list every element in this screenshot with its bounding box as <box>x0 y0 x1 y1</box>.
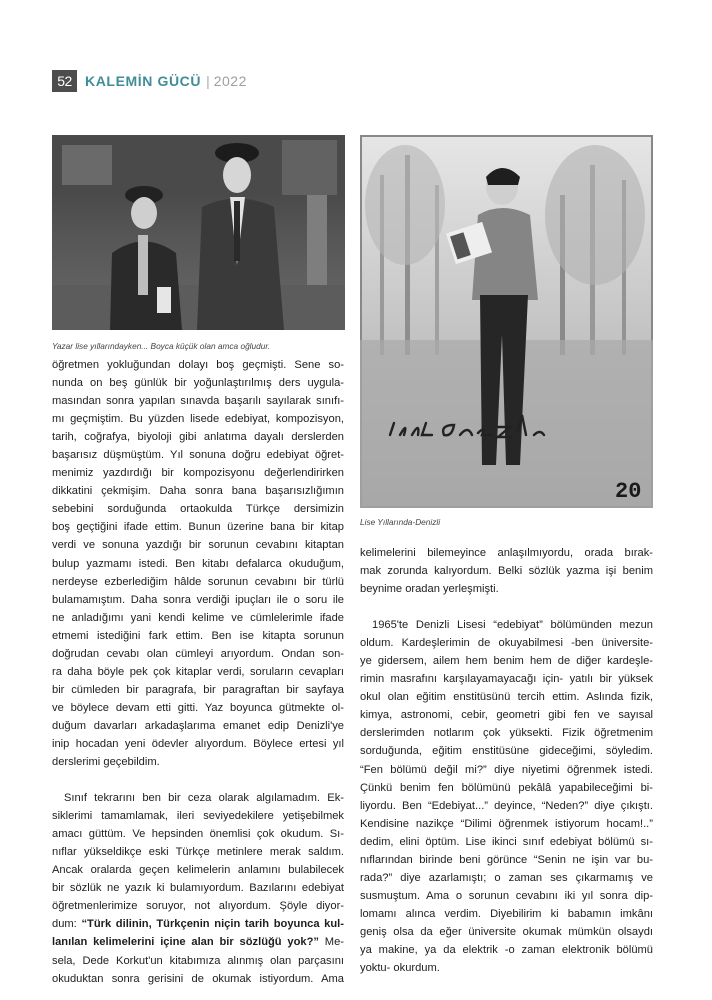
text-line: derslerimden notlarım çok yüksekti. Fizik öğretmenim <box>360 727 653 740</box>
page-header <box>52 70 247 92</box>
page-number: 52 <box>52 70 77 92</box>
text-line: doğrudan cevabı olan cümleyi arıyordum. Ondan son- <box>52 647 344 660</box>
text-line: beynime oradan yerleşmişti. <box>360 583 499 596</box>
text-line: yoktu- okurdum. <box>360 962 440 975</box>
text-line: Çünkü benim fen bölümünü pekâlâ yapabileceğimi bi- <box>360 781 653 794</box>
text-line: menimiz yazdırdığı bir kompozisyonu değerlendirirken <box>52 467 344 480</box>
text-line: Kendisine nazikçe “Dilimi öğrenmek istiyorum hocam!..” <box>360 817 653 830</box>
text-line: inip hocadan yeni ödevler alıyordum. Böylece ertesi yıl <box>52 737 344 750</box>
text-line: başarısız düşmüştüm. Yıl sonuna doğru edebiyat öğret- <box>52 449 344 462</box>
text-line: oldum. Kardeşlerimin de okuyabilmesi -ben üniversite- <box>360 637 653 650</box>
text-line: bulup yazmamı istedi. Ben kitabı defalarca okuduğum, <box>52 557 344 570</box>
text-line: dikkatini çekmişim. Daha sonra bana başarısızlığımın <box>52 485 344 498</box>
text-line: tarih, coğrafya, biyoloji gibi anlatıma dayalı derslerden <box>52 431 344 444</box>
text-line: 1965'te Denizli Lisesi “edebiyat” bölümünden mezun <box>372 619 653 632</box>
text-line: lanılan kelimelerini içine alan bir sözlüğü yok?” Me- <box>52 936 344 949</box>
text-line: okul olan eğitim enstitüsünü tercih ettim. Aslında fizik, <box>360 691 653 704</box>
text-line: ye gidersem, ailem hem benim hem de diğer kardeşle- <box>360 655 653 668</box>
text-line: nıflar yükseldikçe eski Türkçe metinlere merak saldım. <box>52 846 344 859</box>
text-line: bir cümleden bir paragrafa, bir paragraftan bir sayfaya <box>52 683 344 696</box>
paragraph <box>52 789 344 988</box>
text-line: ya makine, ya da elektrik -o zaman elektronik bölümü <box>360 943 653 956</box>
text-line: verdi ve sonuna yazdığı bir sorunun cevabını kitaptan <box>52 539 344 552</box>
text-line: duğum davarları arkadaşlarıma emanet edip Denizli'ye <box>52 719 344 732</box>
text-line: sebebini sorduğunda ortaokulda Türkçe dersimizin <box>52 503 344 516</box>
text-line: okuduktan sonra gerisini de okumak istiyordum. Ama <box>52 972 344 985</box>
text-line: liyordu. Ben “Edebiyat...” deyince, “Neden?” diye çıkıştı. <box>360 799 653 812</box>
photo-two-boys-with-caps-icon <box>52 135 345 330</box>
text-line: bulamamıştım. Daha sonra verdiği ipuçları ile o soru ile <box>52 593 344 606</box>
text-line: geniş olsa da eğer üniversite okumak mümkün olsaydı <box>360 925 653 938</box>
text-line: amacı güttüm. Ve hepsinden önemlisi çok okudum. Sı- <box>52 828 344 841</box>
text-line: öğretmenlerimize soruyor, not alıyordum. Şöyle diyor- <box>52 900 344 913</box>
text-line: siklerimi tamamlamak, ileri seviyedekilere yetişebilmek <box>52 810 344 823</box>
text-line: lomamı alınca verdim. Diyebilirim ki babamın imkânı <box>360 907 653 920</box>
text-line: nerdeyse ezberlediğim hâlde sorunun cevabını bir türlü <box>52 575 344 588</box>
text-line: etmemi istediğini fark ettim. Ben ise kitapta sorunun <box>52 629 344 642</box>
text-line: derslerimi geçebildim. <box>52 756 160 769</box>
paragraph <box>360 616 653 977</box>
text-line: Sınıf tekrarını ben bir ceza olarak algılamadım. Ek- <box>64 792 344 805</box>
text-line: sorduğunda, eğitim enstitüsüne gideceğimi, söyledim. <box>360 745 653 758</box>
photo-caption: Lise Yıllarında-Denizli <box>360 517 441 527</box>
text-line: bir sözlük ne yazık ki bulamıyordum. Bazılarını edebiyat <box>52 882 344 895</box>
text-line: ne anladığımı yani kendi kelime ve cümlelerimle ifade <box>52 611 344 624</box>
text-line: dedim, elini öptüm. Lise ikinci sınıf edebiyat bölümü sı- <box>360 835 653 848</box>
paragraph <box>52 356 344 771</box>
text-line: kimya, astronomi, cebir, geometri gibi fen ve sayısal <box>360 709 653 722</box>
text-line: nunda on beş günlük bir yoğunlaştırılmış ders uygula- <box>52 377 344 390</box>
text-line: masından sonra yapılan sınavda başarılı sayılarak sınıfı- <box>52 395 344 408</box>
photo-two-boys <box>52 135 345 330</box>
text-line: nıflarından birinde beni görünce “Senin ne işin var bu- <box>360 853 653 866</box>
right-column-text <box>360 544 653 977</box>
text-line: kelimelerini bilemeyince anlaşılmıyordu, orada bırak- <box>360 547 653 559</box>
photo-young-man-reading <box>360 135 653 508</box>
text-line: mak zorunda kalıyordum. Belki sözlük yazma işi benim <box>360 565 653 578</box>
magazine-year: 2022 <box>213 73 247 89</box>
text-line: boş geçtiğini ifade ettim. Bunun üzerine bana bir kitap <box>52 521 344 534</box>
text-line: mı geçmiştim. Bu yüzden lisede edebiyat, kompozisyon, <box>52 413 344 426</box>
header-separator: | <box>206 73 210 89</box>
photo-number: 20 <box>615 479 642 504</box>
text-line: rimin masrafını karşılayamayacağı için- yatılı bir yüksek <box>360 673 653 686</box>
magazine-title: KALEMİN GÜCÜ <box>85 73 202 89</box>
text-line: ve böylece devam etti gitti. Yaz boyunca gütmekte ol- <box>52 701 344 714</box>
paragraph <box>360 544 653 598</box>
text-line: rada?” diye azarlamıştı; o zaman ses çıkarmamış ve <box>360 871 653 884</box>
left-column-text <box>52 356 344 988</box>
text-line: dum: “Türk dilinin, Türkçenin niçin tarih boyunca kul- <box>52 918 344 931</box>
text-line: susmuştum. Ama o sorunun cevabını iki yıl sonra dip- <box>360 889 653 902</box>
text-line: “Fen bölümü değil mi?” diye niyetimi öğrenmek istedi. <box>360 763 653 776</box>
text-line: Ancak oralarda geçen kelimelerin anlamını bulabilecek <box>52 864 344 877</box>
text-line: öğretmen yokluğundan dolayı boş geçmişti. Sene so- <box>52 359 344 371</box>
text-line: sela, Dede Korkut'un kitabımıza alınmış olan parçasını <box>52 954 344 967</box>
photo-caption: Yazar lise yıllarındayken... Boyca küçük olan amca oğludur. <box>52 341 271 351</box>
text-line: ra daha böyle pek çok kitaplar verdi, soruların cevapları <box>52 665 344 678</box>
photo-young-man-reading-book-icon <box>360 135 653 508</box>
